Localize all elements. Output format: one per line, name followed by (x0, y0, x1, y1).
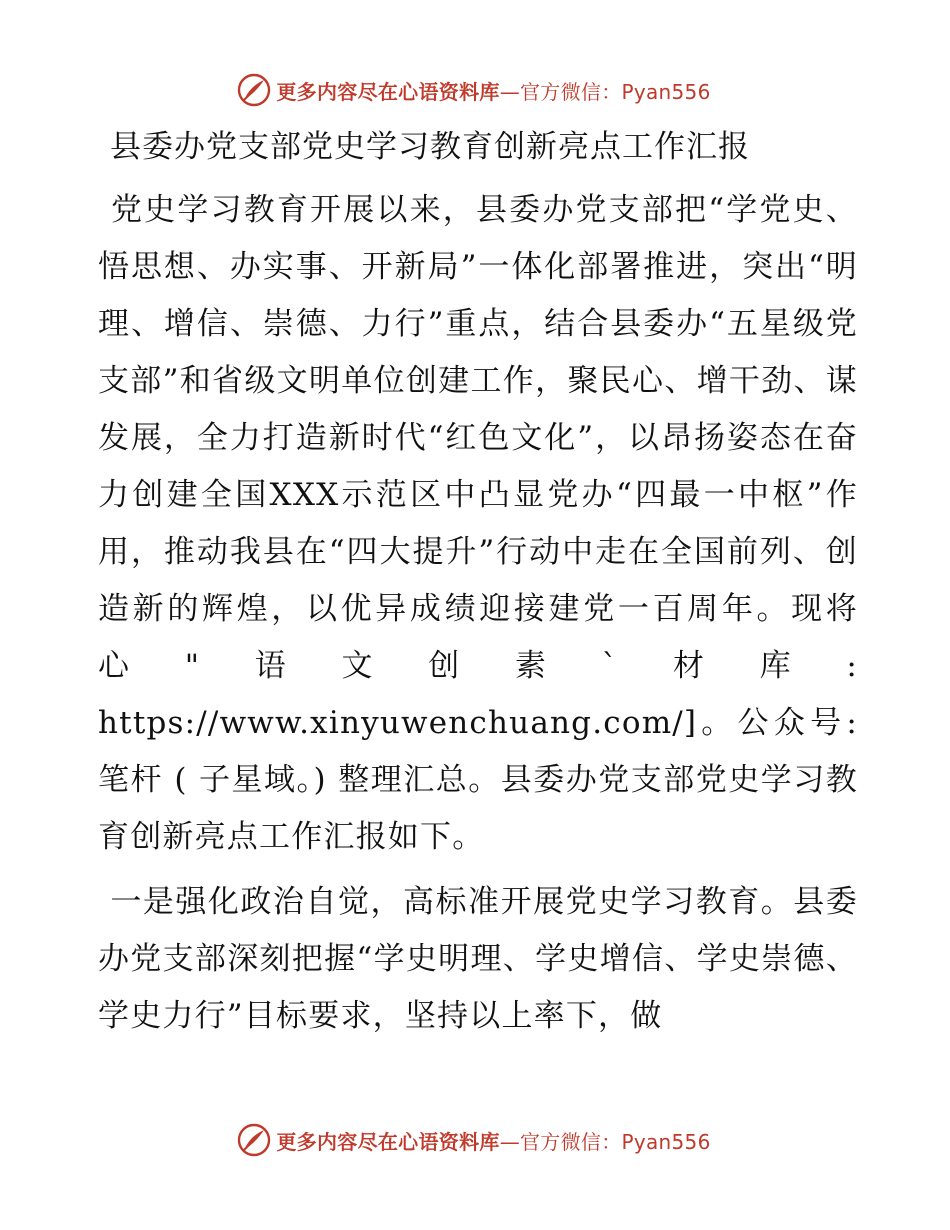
header-banner (0, 68, 950, 112)
banner-main-text: 更多内容尽在心语资料库 (276, 79, 500, 104)
paragraph-intro (98, 182, 858, 866)
banner-separator: — (499, 1129, 520, 1154)
banner-wechat-id: Pyan556 (621, 1129, 711, 1154)
banner-wechat-label: 官方微信： (520, 1129, 622, 1154)
paragraph-intro-text: 党史学习教育开展以来，县委办党支部把“学党史、悟思想、办实事、开新局”一体化部署推进，突出“明理、增信、崇德、力行”重点，结合县委办“五星级党支部”和省级文明单位创建工作，聚民心、增干劲、谋发展，全力打造新时代“红色文化”，以昂扬姿态在奋力创建全国XXX示范区中凸显党办“四最一中枢”作用，推动我县在“四大提升”行动中走在全国前列、创造新的辉煌，以优异成绩迎接建党一百周年。现将心"语文创素`材库: https://www.xinyuwenchuang.com/]。公众号: 笔杆 ( 子星域。) 整理汇总。县委办党支部党史学习教育创新亮点工作汇报如下。 (98, 192, 858, 855)
banner-wechat-id: Pyan556 (621, 79, 711, 104)
paragraph-point-one-text: 一是强化政治自觉，高标准开展党史学习教育。县委办党支部深刻把握“学史明理、学史增信、学史崇德、学史力行”目标要求，坚持以上率下，做 (98, 884, 858, 1034)
document-title: 县委办党支部党史学习教育创新亮点工作汇报 (110, 129, 750, 165)
quill-logo-icon (236, 72, 272, 108)
banner-wechat-label: 官方微信： (520, 79, 622, 104)
banner-inner (236, 1122, 710, 1158)
banner-main-text: 更多内容尽在心语资料库 (276, 1129, 500, 1154)
document-body (98, 118, 858, 1053)
banner-inner (236, 72, 710, 108)
footer-banner (0, 1118, 950, 1162)
banner-separator: — (499, 79, 520, 104)
paragraph-point-one (98, 874, 858, 1045)
banner-text (276, 1126, 710, 1155)
banner-text (276, 76, 710, 105)
quill-logo-icon (236, 1122, 272, 1158)
